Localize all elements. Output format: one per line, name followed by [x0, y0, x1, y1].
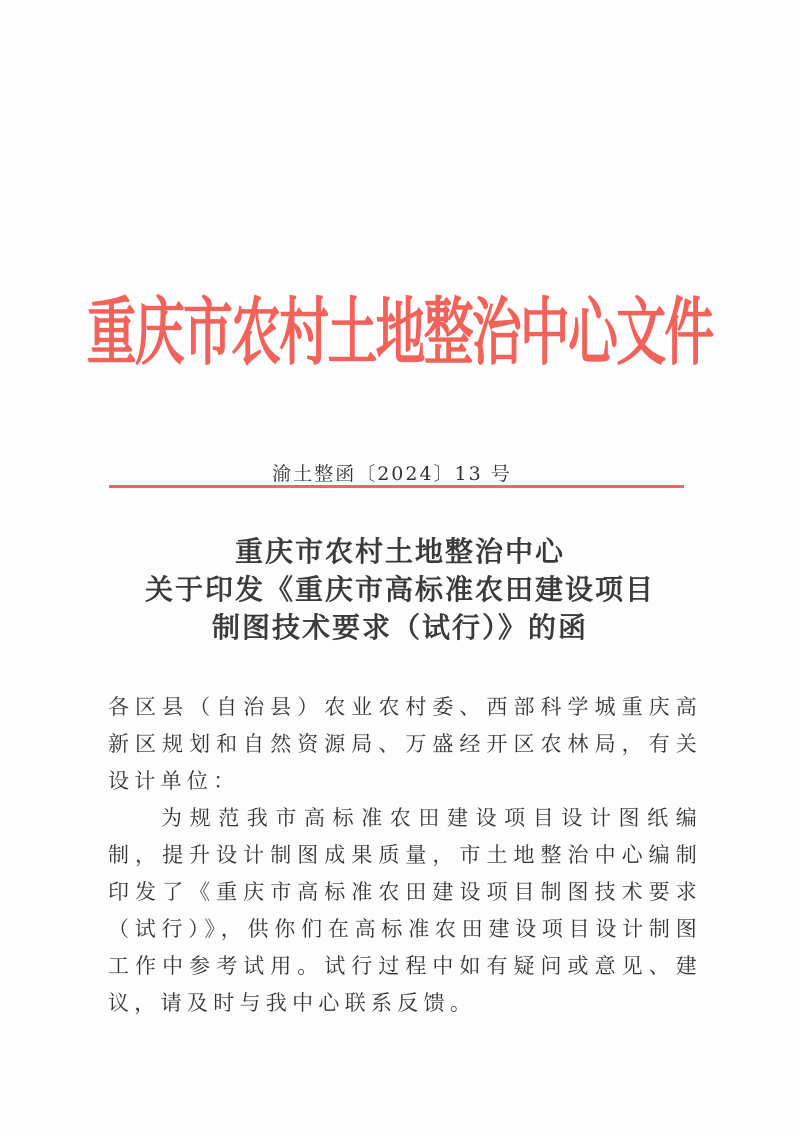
title-line-2: 关于印发《重庆市高标准农田建设项目 — [144, 573, 655, 606]
red-divider-line — [109, 485, 684, 488]
body-paragraph: 为规范我市高标准农田建设项目设计图纸编制，提升设计制图成果质量，市土地整治中心编制印发了《重庆市高标准农田建设项目制图技术要求（试行）》，供你们在高标准农田建设项目设计制图工作中参考试用。试行过程中如有疑问或意见、建议，请及时与我中心联系反馈。 — [108, 806, 702, 1015]
addressee-paragraph: 各区县（自治县）农业农村委、西部科学城重庆高新区规划和自然资源局、万盛经开区农林局，有关设计单位： — [108, 695, 702, 793]
title-line-1: 重庆市农村土地整治中心 — [234, 535, 565, 568]
document-title — [0, 533, 800, 647]
document-body — [108, 689, 702, 1022]
document-number-text: 渝土整函〔2024〕13 号 — [272, 463, 512, 485]
title-line-3: 制图技术要求（试行）》的函 — [211, 611, 588, 644]
document-number — [0, 463, 800, 485]
issuer-red-header: 重庆市农村土地整治中心文件 — [86, 290, 713, 376]
